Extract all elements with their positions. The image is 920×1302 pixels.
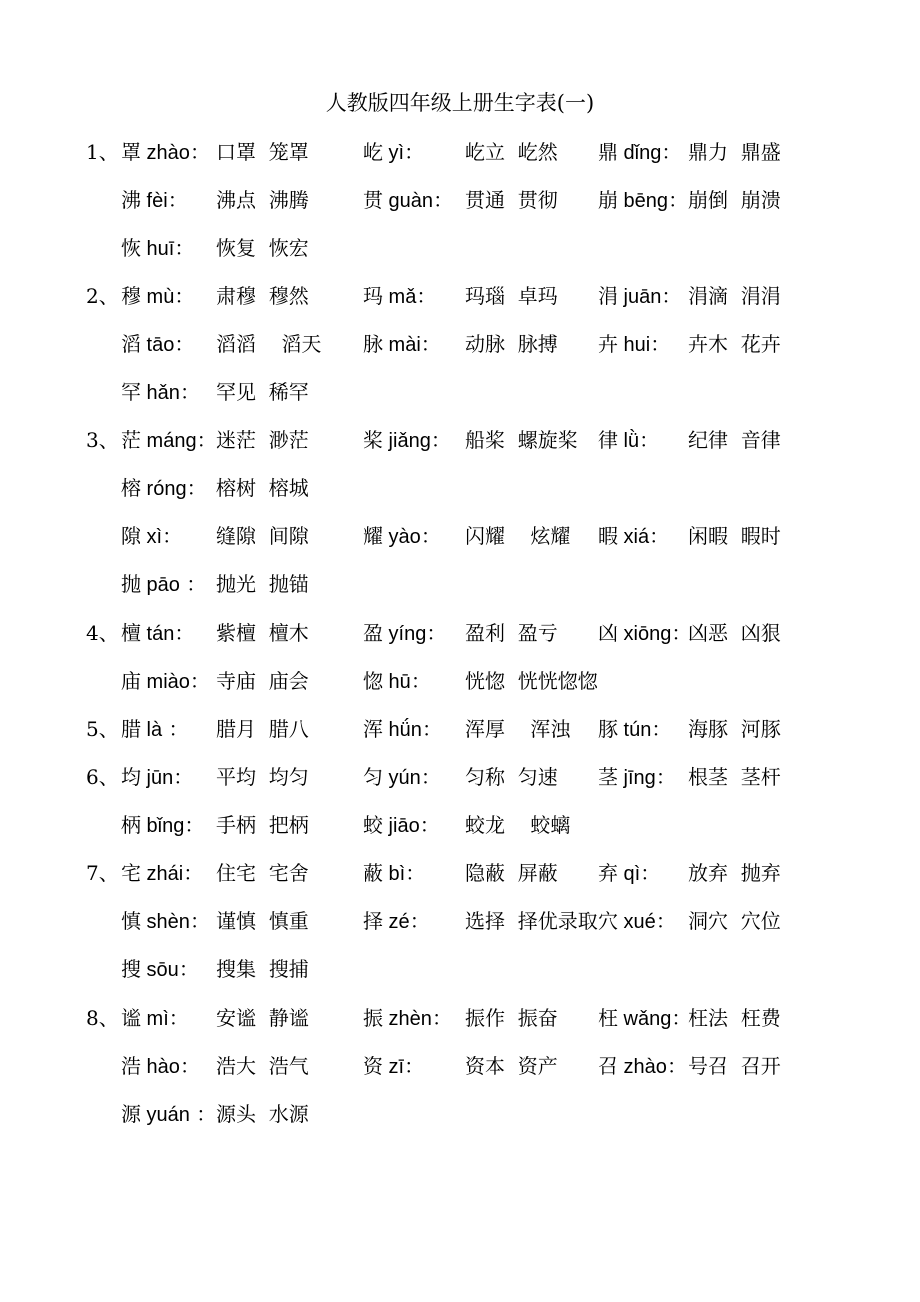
entry-separator: ： bbox=[189, 140, 210, 164]
entry-character: 豚 bbox=[598, 717, 618, 741]
entry-head bbox=[121, 954, 199, 985]
entry-pinyin: mài bbox=[383, 334, 421, 356]
entry-words: 匀称 匀速 bbox=[465, 765, 558, 789]
entry-character: 玛 bbox=[363, 284, 383, 308]
entry-head bbox=[598, 329, 670, 360]
entry-head bbox=[121, 714, 188, 745]
entry-words: 选择 择优录取 bbox=[465, 909, 598, 933]
entry-separator: ： bbox=[178, 957, 199, 981]
entry-character: 屹 bbox=[363, 140, 383, 164]
entry-character: 罕 bbox=[121, 380, 141, 404]
entry-head bbox=[121, 521, 182, 552]
vocab-row bbox=[0, 906, 920, 936]
page-title: 人教版四年级上册生字表(一) bbox=[325, 91, 595, 115]
entry-words: 安谧 静谧 bbox=[216, 1006, 309, 1030]
entry-separator: ： bbox=[661, 140, 682, 164]
entry-separator: ： bbox=[410, 669, 431, 693]
vocab-row bbox=[0, 137, 920, 167]
entry-head bbox=[363, 137, 424, 168]
vocab-row bbox=[0, 762, 920, 792]
entry-separator: ： bbox=[179, 380, 200, 404]
group-number: 6、 bbox=[86, 765, 119, 789]
entry-separator: ： bbox=[179, 572, 207, 596]
entry-pinyin: hǎn bbox=[141, 382, 180, 404]
entry-character: 匀 bbox=[363, 765, 383, 789]
entry-pinyin: zhèn bbox=[383, 1008, 432, 1030]
entry-words: 迷茫 渺茫 bbox=[216, 428, 309, 452]
entry-head bbox=[121, 906, 210, 937]
entry-character: 盈 bbox=[363, 621, 383, 645]
entry-words: 平均 均匀 bbox=[216, 765, 309, 789]
entry-head bbox=[363, 714, 442, 745]
entry-separator: ： bbox=[655, 909, 676, 933]
entry-head bbox=[363, 329, 441, 360]
entry-words: 闪耀 炫耀 bbox=[465, 524, 571, 548]
entry-separator: ： bbox=[184, 813, 205, 837]
entry-words: 屹立 屹然 bbox=[465, 140, 558, 164]
vocab-row bbox=[0, 185, 920, 215]
entry-head bbox=[363, 666, 431, 697]
entry-head bbox=[121, 473, 207, 504]
vocab-row bbox=[0, 810, 920, 840]
entry-pinyin: dǐng bbox=[618, 142, 662, 164]
entry-character: 罩 bbox=[121, 140, 141, 164]
entry-pinyin: mù bbox=[141, 286, 175, 308]
entry-words: 肃穆 穆然 bbox=[216, 284, 309, 308]
entry-character: 脉 bbox=[363, 332, 383, 356]
group-number: 7、 bbox=[86, 861, 119, 885]
entry-separator: ： bbox=[651, 717, 672, 741]
entry-character: 檀 bbox=[121, 621, 141, 645]
entry-words: 盈利 盈亏 bbox=[465, 621, 558, 645]
entry-separator: ： bbox=[431, 1006, 452, 1030]
entry-character: 抛 bbox=[121, 572, 141, 596]
vocab-row bbox=[0, 1051, 920, 1081]
entry-character: 谧 bbox=[121, 1006, 141, 1030]
entry-head bbox=[121, 185, 188, 216]
vocab-row bbox=[0, 521, 920, 551]
entry-words: 滔滔 滔天 bbox=[216, 332, 322, 356]
entry-words: 隐蔽 屏蔽 bbox=[465, 861, 558, 885]
entry-separator: ： bbox=[179, 1054, 200, 1078]
entry-separator: ： bbox=[162, 524, 183, 548]
entry-head bbox=[598, 858, 660, 889]
entry-character: 凶 bbox=[598, 621, 618, 645]
entry-words: 腊月 腊八 bbox=[216, 717, 309, 741]
entry-head bbox=[121, 858, 203, 889]
entry-head bbox=[121, 762, 193, 793]
group-number: 2、 bbox=[86, 284, 119, 308]
entry-pinyin: guàn bbox=[383, 190, 434, 212]
entry-character: 庙 bbox=[121, 669, 141, 693]
vocab-row bbox=[0, 618, 920, 648]
entry-pinyin: shèn bbox=[141, 911, 190, 933]
entry-words: 动脉 脉搏 bbox=[465, 332, 558, 356]
entry-pinyin: fèi bbox=[141, 190, 168, 212]
entry-head bbox=[121, 281, 194, 312]
entry-character: 耀 bbox=[363, 524, 383, 548]
entry-head bbox=[598, 762, 676, 793]
entry-head bbox=[598, 521, 669, 552]
entry-character: 弃 bbox=[598, 861, 618, 885]
entry-head bbox=[598, 906, 676, 937]
entry-head bbox=[121, 666, 210, 697]
entry-head bbox=[121, 1099, 216, 1130]
entry-character: 宅 bbox=[121, 861, 141, 885]
entry-head bbox=[363, 281, 436, 312]
entry-words: 紫檀 檀木 bbox=[216, 621, 309, 645]
entry-character: 择 bbox=[363, 909, 383, 933]
entry-pinyin: zé bbox=[383, 911, 410, 933]
entry-pinyin: yào bbox=[383, 526, 421, 548]
entry-head bbox=[121, 569, 206, 600]
entry-pinyin: bì bbox=[383, 863, 406, 885]
entry-pinyin: bēng bbox=[618, 190, 669, 212]
entry-separator: ： bbox=[419, 813, 440, 837]
entry-character: 召 bbox=[598, 1054, 618, 1078]
entry-words: 手柄 把柄 bbox=[216, 813, 309, 837]
entry-words: 贯通 贯彻 bbox=[465, 188, 558, 212]
entry-pinyin: xiōng bbox=[618, 623, 672, 645]
entry-head bbox=[363, 1003, 452, 1034]
entry-pinyin: yì bbox=[383, 142, 405, 164]
entry-words: 口罩 笼罩 bbox=[216, 140, 309, 164]
entry-character: 崩 bbox=[598, 188, 618, 212]
entry-head bbox=[598, 1051, 687, 1082]
entry-pinyin: mǎ bbox=[383, 286, 417, 308]
entry-words: 蛟龙 蛟螭 bbox=[465, 813, 571, 837]
entry-words: 缝隙 间隙 bbox=[216, 524, 309, 548]
entry-pinyin: wǎng bbox=[618, 1008, 672, 1030]
entry-pinyin: qì bbox=[618, 863, 641, 885]
entry-head bbox=[121, 233, 194, 264]
entry-character: 鼎 bbox=[598, 140, 618, 164]
entry-head bbox=[121, 1051, 200, 1082]
entry-pinyin: là bbox=[141, 719, 163, 741]
entry-character: 隙 bbox=[121, 524, 141, 548]
entry-separator: ： bbox=[174, 236, 195, 260]
entry-words: 号召 召开 bbox=[688, 1054, 781, 1078]
entry-words: 资本 资产 bbox=[465, 1054, 558, 1078]
entry-separator: ： bbox=[405, 861, 426, 885]
entry-words: 船桨 螺旋桨 bbox=[465, 428, 578, 452]
entry-separator: ： bbox=[640, 861, 661, 885]
entry-pinyin: pāo bbox=[141, 574, 180, 596]
entry-words: 恢复 恢宏 bbox=[216, 236, 309, 260]
entry-separator: ： bbox=[420, 332, 441, 356]
entry-words: 浩大 浩气 bbox=[216, 1054, 309, 1078]
entry-separator: ： bbox=[420, 765, 441, 789]
entry-character: 惚 bbox=[363, 669, 383, 693]
entry-head bbox=[363, 1051, 424, 1082]
entry-head bbox=[598, 425, 659, 456]
entry-character: 源 bbox=[121, 1102, 141, 1126]
entry-words: 闲暇 暇时 bbox=[688, 524, 781, 548]
entry-head bbox=[121, 1003, 189, 1034]
entry-pinyin: jīng bbox=[618, 767, 656, 789]
entry-words: 玛瑙 卓玛 bbox=[465, 284, 558, 308]
entry-character: 茎 bbox=[598, 765, 618, 789]
entry-character: 慎 bbox=[121, 909, 141, 933]
entry-separator: ： bbox=[174, 621, 195, 645]
entry-pinyin: yún bbox=[383, 767, 421, 789]
entry-character: 腊 bbox=[121, 717, 141, 741]
entry-pinyin: sōu bbox=[141, 959, 179, 981]
entry-words: 卉木 花卉 bbox=[688, 332, 781, 356]
entry-pinyin: yuán bbox=[141, 1104, 190, 1126]
entry-pinyin: hǘn bbox=[383, 719, 422, 741]
entry-separator: ： bbox=[430, 428, 451, 452]
entry-character: 滔 bbox=[121, 332, 141, 356]
entry-separator: ： bbox=[186, 476, 207, 500]
entry-character: 穴 bbox=[598, 909, 618, 933]
entry-separator: ： bbox=[649, 524, 670, 548]
entry-head bbox=[121, 618, 194, 649]
entry-head bbox=[598, 281, 681, 312]
entry-words: 根茎 茎杆 bbox=[688, 765, 781, 789]
vocab-row bbox=[0, 329, 920, 359]
entry-pinyin: jūn bbox=[141, 767, 174, 789]
entry-separator: ： bbox=[173, 765, 194, 789]
entry-separator: ： bbox=[661, 284, 682, 308]
entry-separator: ： bbox=[183, 861, 204, 885]
entry-words: 凶恶 凶狠 bbox=[688, 621, 781, 645]
entry-character: 卉 bbox=[598, 332, 618, 356]
entry-character: 振 bbox=[363, 1006, 383, 1030]
entry-head bbox=[363, 521, 441, 552]
group-number: 5、 bbox=[86, 717, 119, 741]
entry-separator: ： bbox=[416, 284, 437, 308]
entry-head bbox=[598, 714, 671, 745]
group-number: 8、 bbox=[86, 1006, 119, 1030]
group-number: 4、 bbox=[86, 621, 119, 645]
entry-separator: ： bbox=[174, 284, 195, 308]
entry-character: 律 bbox=[598, 428, 618, 452]
entry-pinyin: xiá bbox=[618, 526, 650, 548]
entry-pinyin: xì bbox=[141, 526, 163, 548]
entry-head bbox=[598, 185, 688, 216]
vocab-row bbox=[0, 281, 920, 311]
entry-words: 振作 振奋 bbox=[465, 1006, 558, 1030]
entry-separator: ： bbox=[671, 1006, 692, 1030]
entry-separator: ： bbox=[409, 909, 430, 933]
entry-character: 贯 bbox=[363, 188, 383, 212]
entry-head bbox=[363, 425, 451, 456]
entry-words: 鼎力 鼎盛 bbox=[688, 140, 781, 164]
entry-separator: ： bbox=[404, 140, 425, 164]
entry-words: 抛光 抛锚 bbox=[216, 572, 309, 596]
entry-words: 搜集 搜捕 bbox=[216, 957, 309, 981]
entry-character: 浩 bbox=[121, 1054, 141, 1078]
entry-pinyin: juān bbox=[618, 286, 662, 308]
entry-head bbox=[121, 377, 200, 408]
entry-separator: ： bbox=[655, 765, 676, 789]
entry-character: 茫 bbox=[121, 428, 141, 452]
entry-separator: ： bbox=[421, 717, 442, 741]
entry-separator: ： bbox=[189, 909, 210, 933]
entry-pinyin: zī bbox=[383, 1056, 405, 1078]
entry-character: 沸 bbox=[121, 188, 141, 212]
entry-character: 穆 bbox=[121, 284, 141, 308]
entry-separator: ： bbox=[189, 669, 210, 693]
entry-separator: ： bbox=[426, 621, 447, 645]
entry-words: 放弃 抛弃 bbox=[688, 861, 781, 885]
entry-pinyin: hū bbox=[383, 671, 411, 693]
vocab-row bbox=[0, 1003, 920, 1033]
entry-character: 搜 bbox=[121, 957, 141, 981]
entry-pinyin: miào bbox=[141, 671, 190, 693]
entry-separator: ： bbox=[167, 188, 188, 212]
entry-separator: ： bbox=[196, 428, 217, 452]
entry-separator: ： bbox=[668, 188, 689, 212]
entry-pinyin: lǜ bbox=[618, 430, 640, 452]
entry-pinyin: zhái bbox=[141, 863, 184, 885]
entry-character: 榕 bbox=[121, 476, 141, 500]
entry-pinyin: bǐng bbox=[141, 815, 185, 837]
entry-separator: ： bbox=[168, 1006, 189, 1030]
group-number: 3、 bbox=[86, 428, 119, 452]
entry-separator: ： bbox=[671, 621, 692, 645]
entry-pinyin: tāo bbox=[141, 334, 175, 356]
vocab-row bbox=[0, 425, 920, 455]
entry-words: 榕树 榕城 bbox=[216, 476, 309, 500]
entry-pinyin: máng bbox=[141, 430, 197, 452]
entry-words: 恍惚 恍恍惚惚 bbox=[465, 669, 598, 693]
entry-words: 罕见 稀罕 bbox=[216, 380, 309, 404]
entry-separator: ： bbox=[189, 1102, 217, 1126]
entry-head bbox=[363, 906, 430, 937]
entry-separator: ： bbox=[666, 1054, 687, 1078]
entry-pinyin: tán bbox=[141, 623, 175, 645]
entry-words: 谨慎 慎重 bbox=[216, 909, 309, 933]
entry-character: 均 bbox=[121, 765, 141, 789]
entry-words: 海豚 河豚 bbox=[688, 717, 781, 741]
entry-separator: ： bbox=[639, 428, 660, 452]
entry-words: 浑厚 浑浊 bbox=[465, 717, 571, 741]
entry-words: 沸点 沸腾 bbox=[216, 188, 309, 212]
entry-character: 桨 bbox=[363, 428, 383, 452]
vocab-row bbox=[0, 569, 920, 599]
entry-pinyin: zhào bbox=[141, 142, 190, 164]
vocab-row bbox=[0, 714, 920, 744]
vocab-row bbox=[0, 954, 920, 984]
entry-separator: ： bbox=[174, 332, 195, 356]
vocab-row bbox=[0, 666, 920, 696]
vocab-row bbox=[0, 473, 920, 503]
entry-separator: ： bbox=[650, 332, 671, 356]
entry-pinyin: tún bbox=[618, 719, 652, 741]
entry-character: 蔽 bbox=[363, 861, 383, 885]
entry-words: 涓滴 涓涓 bbox=[688, 284, 781, 308]
entry-head bbox=[598, 618, 691, 649]
entry-head bbox=[363, 858, 425, 889]
entry-separator: ： bbox=[162, 717, 189, 741]
entry-pinyin: zhào bbox=[618, 1056, 667, 1078]
entry-character: 枉 bbox=[598, 1006, 618, 1030]
entry-pinyin: hui bbox=[618, 334, 651, 356]
entry-pinyin: jiǎng bbox=[383, 430, 431, 452]
entry-words: 纪律 音律 bbox=[688, 428, 781, 452]
entry-words: 崩倒 崩溃 bbox=[688, 188, 781, 212]
vocab-row bbox=[0, 233, 920, 263]
entry-head bbox=[363, 762, 441, 793]
group-number: 1、 bbox=[86, 140, 119, 164]
entry-pinyin: jiāo bbox=[383, 815, 420, 837]
entry-head bbox=[598, 137, 681, 168]
entry-pinyin: xué bbox=[618, 911, 656, 933]
entry-character: 柄 bbox=[121, 813, 141, 837]
entry-pinyin: huī bbox=[141, 238, 175, 260]
entry-head bbox=[121, 329, 194, 360]
entry-words: 住宅 宅舍 bbox=[216, 861, 309, 885]
entry-words: 洞穴 穴位 bbox=[688, 909, 781, 933]
entry-head bbox=[363, 618, 446, 649]
entry-pinyin: hào bbox=[141, 1056, 180, 1078]
entry-pinyin: mì bbox=[141, 1008, 169, 1030]
vocab-row bbox=[0, 1099, 920, 1129]
entry-separator: ： bbox=[433, 188, 454, 212]
entry-separator: ： bbox=[404, 1054, 425, 1078]
entry-character: 涓 bbox=[598, 284, 618, 308]
vocab-row bbox=[0, 858, 920, 888]
entry-pinyin: róng bbox=[141, 478, 187, 500]
entry-head bbox=[121, 810, 204, 841]
entry-character: 蛟 bbox=[363, 813, 383, 837]
entry-head bbox=[598, 1003, 691, 1034]
entry-pinyin: yíng bbox=[383, 623, 427, 645]
entry-head bbox=[121, 425, 217, 456]
entry-character: 资 bbox=[363, 1054, 383, 1078]
entry-character: 浑 bbox=[363, 717, 383, 741]
entry-words: 枉法 枉费 bbox=[688, 1006, 781, 1030]
entry-words: 寺庙 庙会 bbox=[216, 669, 309, 693]
entry-head bbox=[363, 185, 453, 216]
entry-head bbox=[121, 137, 210, 168]
entry-character: 恢 bbox=[121, 236, 141, 260]
entry-character: 暇 bbox=[598, 524, 618, 548]
entry-separator: ： bbox=[420, 524, 441, 548]
vocab-row bbox=[0, 377, 920, 407]
entry-head bbox=[363, 810, 440, 841]
entry-words: 源头 水源 bbox=[216, 1102, 309, 1126]
